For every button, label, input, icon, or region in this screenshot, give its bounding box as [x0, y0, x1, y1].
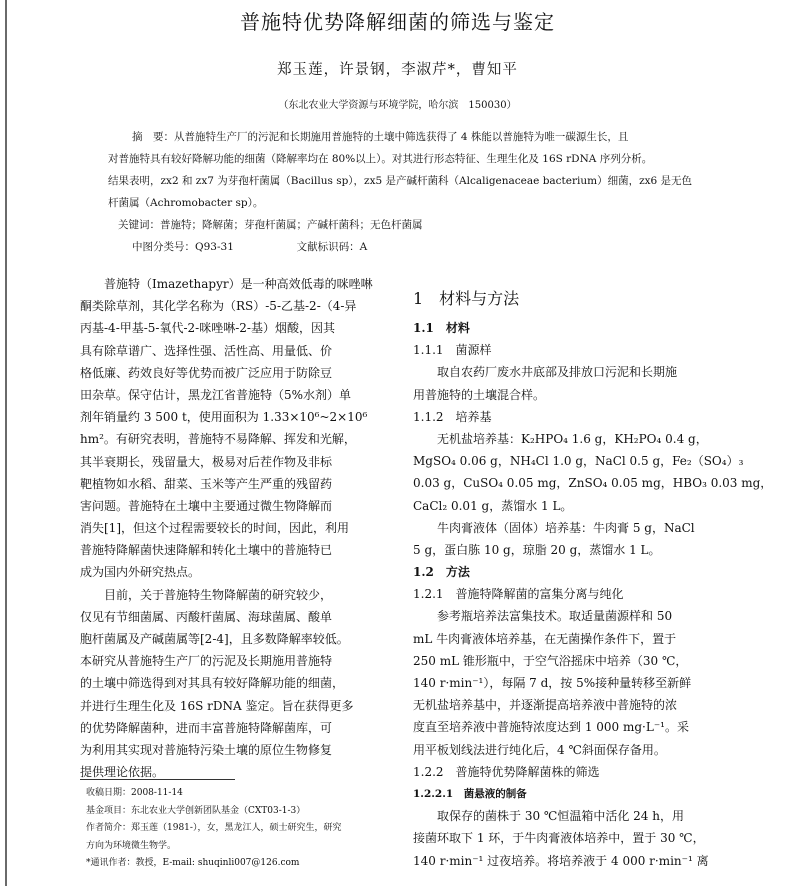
abstract-line: 结果表明，zx2 和 zx7 为芽孢杆菌属（Bacillus sp），zx5 是产碱杆菌科（Alcaligenaceae bacterium）细菌，zx6 是无色	[108, 175, 693, 187]
intro-paragraph-2	[80, 584, 384, 784]
left-column	[80, 273, 384, 783]
text-line: 用普施特的土壤混合样。	[413, 387, 546, 402]
text-line: 成为国内外研究热点。	[80, 565, 201, 580]
subsection-heading-1-1-1: 1.1.1 菌源样	[413, 343, 492, 358]
footnote-line: *通讯作者：教授，E-mail: shuqinli007@126.com	[86, 858, 300, 868]
text-line: 剂年销量约 3 500 t，使用面积为 1.33×10⁶~2×10⁶	[80, 410, 368, 425]
abstract-block	[108, 126, 702, 258]
keywords: 关键词：普施特；降解菌；芽孢杆菌属；产碱杆菌科；无色杆菌属	[118, 219, 423, 231]
text-line: CaCl₂ 0.01 g，蒸馏水 1 L。	[413, 498, 573, 513]
paragraph-enrichment	[413, 605, 723, 760]
abstract-line: 对普施特具有较好降解功能的细菌（降解率均在 80%以上）。对其进行形态特征、生理生化及 16S rDNA 序列分析。	[108, 153, 653, 165]
text-line: 度直至培养液中普施特浓度达到 1 000 mg·L⁻¹。采	[413, 720, 689, 735]
text-line: 无机盐培养基中，并逐渐提高培养液中普施特的浓	[413, 698, 678, 713]
classification-line	[108, 236, 702, 258]
text-line: 为利用其实现对普施特污染土壤的原位生物修复	[80, 742, 333, 757]
text-line: 250 mL 锥形瓶中，于空气浴摇床中培养（30 ℃，	[413, 653, 688, 668]
subsection-heading-1-1: 1.1 材料	[413, 321, 470, 335]
classification-number: 中图分类号：Q93-31	[132, 241, 234, 253]
abstract-line: 摘 要：从普施特生产厂的污泥和长期施用普施特的土壤中筛选获得了 4 株能以普施特为唯一碳源生长，且	[132, 131, 629, 143]
paper-authors: 郑玉莲，许景钢，李淑芹*，曹知平	[277, 62, 518, 78]
text-line: 无机盐培养基：K₂HPO₄ 1.6 g，KH₂PO₄ 0.4 g，	[437, 431, 708, 446]
text-line: 接菌环取下 1 环，于牛肉膏液体培养中，置于 30 ℃，	[413, 831, 705, 846]
text-line: hm²。有研究表明，普施特不易降解、挥发和光解，	[80, 432, 356, 447]
text-line: 具有除草谱广、选择性强、活性高、用量低、价	[80, 343, 333, 358]
text-line: 的优势降解菌种，进而丰富普施特降解菌库，可	[80, 720, 333, 735]
text-line: 并进行生理生化及 16S rDNA 鉴定。旨在获得更多	[80, 698, 354, 713]
text-line: 用平板划线法进行纯化后，4 ℃斜面保存备用。	[413, 742, 666, 757]
text-line: 格低廉、药效良好等优势而被广泛应用于防除豆	[80, 365, 333, 380]
text-line: 本研究从普施特生产厂的污泥及长期施用普施特	[80, 654, 333, 669]
right-column	[413, 284, 773, 872]
footnote-line: 方向为环境微生物学。	[86, 840, 177, 851]
text-line: 140 r·min⁻¹ 过夜培养。将培养液于 4 000 r·min⁻¹ 离	[413, 853, 709, 868]
paragraph-suspension	[413, 805, 723, 872]
text-line: 靶植物如水稻、甜菜、玉米等产生严重的残留药	[80, 476, 333, 491]
text-line: 胞杆菌属及产碱菌属等[2-4]，且多数降解率较低。	[80, 632, 349, 646]
text-line: 取保存的菌株于 30 ℃恒温箱中活化 24 h，用	[437, 809, 684, 824]
text-line: 丙基-4-甲基-5-氧代-2-咪唑啉-2-基）烟酸，因其	[80, 321, 335, 336]
footnote-rule	[80, 779, 235, 780]
text-line: 140 r·min⁻¹），每隔 7 d，按 5%接种量转移至新鲜	[413, 676, 692, 690]
paragraph-source	[413, 361, 723, 405]
text-line: 害问题。普施特在土壤中主要通过微生物降解而	[80, 498, 333, 513]
text-line: 提供理论依据。	[80, 765, 165, 780]
footnote-line: 基金项目：东北农业大学创新团队基金（CXT03-1-3）	[86, 805, 306, 816]
text-line: 酮类除草剂，其化学名称为（RS）-5-乙基-2-（4-异	[80, 299, 357, 314]
text-line: 目前，关于普施特生物降解菌的研究较少，	[104, 587, 333, 602]
footnotes	[86, 785, 391, 873]
paragraph-medium	[413, 428, 773, 517]
intro-paragraph-1	[80, 273, 384, 584]
subsection-heading-1-2-2: 1.2.2 普施特优势降解菌株的筛选	[413, 764, 600, 779]
footnote-line: 收稿日期：2008-11-14	[86, 788, 183, 798]
text-line: 消失[1]，但这个过程需要较长的时间，因此，利用	[80, 521, 349, 536]
text-line: 普施特（Imazethapyr）是一种高效低毒的咪唑啉	[104, 277, 373, 291]
text-line: MgSO₄ 0.06 g，NH₄Cl 1.0 g，NaCl 0.5 g，Fe₂（SO₄）₃	[413, 454, 744, 469]
footnote-line: 作者简介：郑玉莲（1981-），女，黑龙江人，硕士研究生，研究	[86, 823, 342, 833]
document-code: 文献标识码：A	[296, 241, 368, 253]
subsection-heading-1-2: 1.2 方法	[413, 565, 470, 580]
text-line: 5 g，蛋白胨 10 g，琼脂 20 g，蒸馏水 1 L。	[413, 542, 661, 557]
subsection-heading-1-2-2-1: 1.2.2.1 菌悬液的制备	[413, 787, 527, 800]
paragraph-beef-medium	[413, 517, 723, 561]
text-line: 取自农药厂废水井底部及排放口污泥和长期施	[437, 365, 678, 380]
text-line: 田杂草。保守估计，黑龙江省普施特（5%水剂）单	[80, 387, 352, 402]
subsection-heading-1-2-1: 1.2.1 普施特降解菌的富集分离与纯化	[413, 587, 624, 602]
subsection-heading-1-1-2: 1.1.2 培养基	[413, 409, 492, 424]
text-line: 牛肉膏液体（固体）培养基：牛肉膏 5 g，NaCl	[437, 520, 695, 535]
paper-affiliation: （东北农业大学资源与环境学院，哈尔滨 150030）	[278, 100, 517, 111]
text-line: 仅见有节细菌属、丙酸杆菌属、海球菌属、酸单	[80, 609, 333, 624]
text-line: 普施特降解菌快速降解和转化土壤中的普施特已	[80, 543, 333, 558]
text-line: 其半衰期长，残留量大，极易对后茬作物及非标	[80, 454, 333, 469]
text-line: 参考瓶培养法富集技术。取适量菌源样和 50	[437, 609, 673, 624]
paper-title: 普施特优势降解细菌的筛选与鉴定	[240, 10, 555, 34]
text-line: mL 牛肉膏液体培养基，在无菌操作条件下，置于	[413, 631, 677, 646]
section-heading-1: 1 材料与方法	[413, 289, 520, 308]
abstract-line: 杆菌属（Achromobacter sp）。	[108, 197, 264, 209]
page-edge-divider	[5, 0, 7, 886]
text-line: 的土壤中筛选得到对其具有较好降解功能的细菌，	[80, 676, 345, 691]
text-line: 0.03 g，CuSO₄ 0.05 mg，ZnSO₄ 0.05 mg，HBO₃ 0.03 mg，	[413, 476, 773, 491]
